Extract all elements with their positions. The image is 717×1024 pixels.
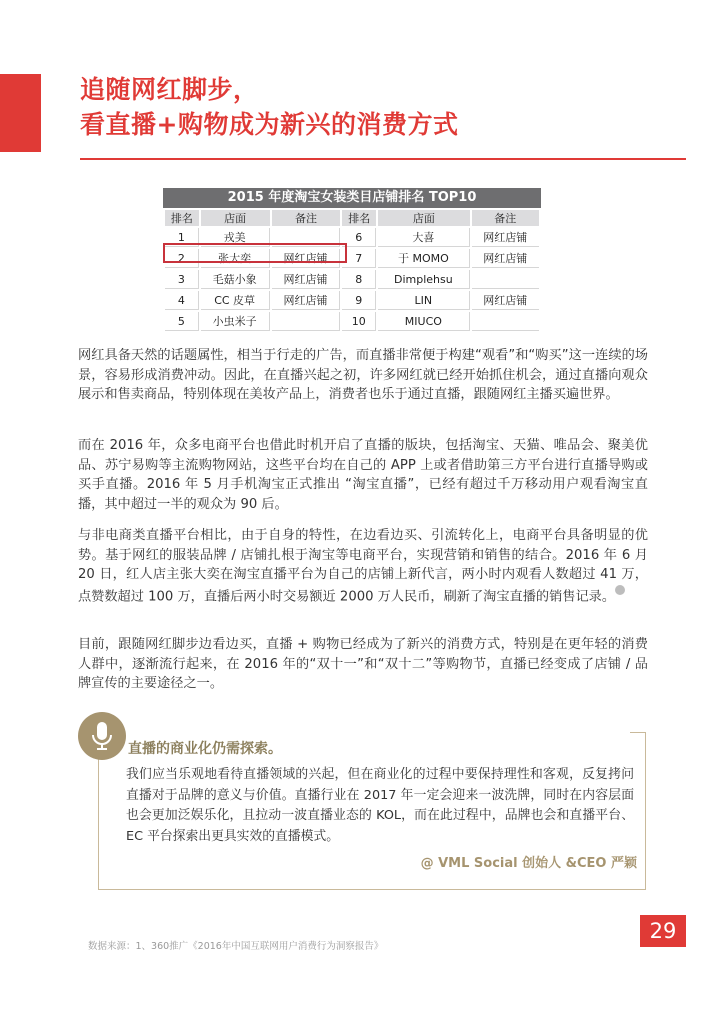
page-title — [80, 72, 458, 142]
note-cell — [272, 312, 341, 331]
store-cell: CC 皮草 — [201, 291, 270, 310]
rank-cell: 6 — [342, 228, 376, 247]
note-cell: 网红店铺 — [472, 291, 539, 310]
table-row — [165, 312, 539, 331]
table-row — [165, 270, 539, 289]
store-cell: LIN — [378, 291, 469, 310]
page-number: 29 — [640, 915, 686, 947]
col-rank: 排名 — [165, 210, 199, 226]
rank-cell: 10 — [342, 312, 376, 331]
title-line-1: 追随网红脚步， — [80, 75, 259, 104]
highlight-box — [163, 243, 347, 263]
note-cell: 网红店铺 — [272, 249, 341, 268]
rank-cell: 3 — [165, 270, 199, 289]
note-cell: 网红店铺 — [272, 270, 341, 289]
store-cell: 于 MOMO — [378, 249, 469, 268]
note-cell: 网红店铺 — [472, 228, 539, 247]
store-cell: 毛菇小象 — [201, 270, 270, 289]
note-cell — [472, 312, 539, 331]
microphone-icon — [78, 712, 126, 760]
rank-cell: 9 — [342, 291, 376, 310]
header-accent-bar — [0, 74, 41, 152]
table-title: 2015 年度淘宝女装类目店铺排名 TOP10 — [163, 188, 541, 208]
col-note: 备注 — [272, 210, 341, 226]
rank-cell: 1 — [165, 228, 199, 247]
rank-cell: 4 — [165, 291, 199, 310]
quote-attribution: @ VML Social 创始人 &CEO 严颖 — [420, 856, 637, 871]
store-cell: 大喜 — [378, 228, 469, 247]
table-header-row — [165, 210, 539, 226]
quote-heading: 直播的商业化仍需探索。 — [128, 741, 282, 757]
table-row — [165, 291, 539, 310]
paragraph-3 — [78, 526, 648, 606]
rank-cell: 2 — [165, 249, 199, 268]
paragraph-3-text: 与非电商类直播平台相比，由于自身的特性，在边看边买、引流转化上，电商平台具备明显的优势。基于网红的服装品牌 / 店铺扎根于淘宝等电商平台，实现营销和销售的结合。2016 年 6 月 20 日，红人店主张大奕在淘宝直播平台为自己的店铺上新代言，两小时内观看人数超过 41 万，点赞数超过 100 万，直播后两小时交易额近 2000 万人民币，刷新了淘宝直播的销售记录。 — [78, 528, 648, 604]
quote-body: 我们应当乐观地看待直播领域的兴起，但在商业化的过程中要保持理性和客观，反复拷问直播对于品牌的意义与价值。直播行业在 2017 年一定会迎来一波洗牌，同时在内容层面也会更加泛娱乐化，且拉动一波直播业态的 KOL，而在此过程中，品牌也会和直播平台、EC 平台探索出更具实效的直播模式。 — [126, 767, 634, 844]
col-store: 店面 — [378, 210, 469, 226]
col-rank: 排名 — [342, 210, 376, 226]
note-cell — [472, 270, 539, 289]
footnote: 数据来源：1、360推广《2016年中国互联网用户消费行为洞察报告》 — [88, 941, 384, 952]
ranking-grid — [163, 208, 541, 333]
paragraph-1: 网红具备天然的话题属性，相当于行走的广告，而直播非常便于构建“观看”和“购买”这一连续的场景，容易形成消费冲动。因此，在直播兴起之初，许多网红就已经开始抓住机会，通过直播向观众展示和售卖商品，特别体现在美妆产品上，消费者也乐于通过直播，跟随网红主播买遍世界。 — [78, 348, 648, 402]
store-cell: 小虫米子 — [201, 312, 270, 331]
store-cell: MIUCO — [378, 312, 469, 331]
store-cell: Dimplehsu — [378, 270, 469, 289]
col-store: 店面 — [201, 210, 270, 226]
rank-cell: 7 — [342, 249, 376, 268]
paragraph-4: 目前，跟随网红脚步边看边买，直播 + 购物已经成为了新兴的消费方式，特别是在更年轻的消费人群中，逐渐流行起来，在 2016 年的“双十一”和“双十二”等购物节，直播已经变成了店铺 / 品牌宣传的主要途径之一。 — [78, 637, 648, 691]
col-note: 备注 — [472, 210, 539, 226]
title-divider — [80, 158, 686, 160]
paragraph-2: 而在 2016 年，众多电商平台也借此时机开启了直播的版块，包括淘宝、天猫、唯品会、聚美优品、苏宁易购等主流购物网站，这些平台均在自己的 APP 上或者借助第三方平台进行直播导购或买手直播。2016 年 5 月手机淘宝正式推出 “淘宝直播”，已经有超过千万移动用户观看淘宝直播，其中超过一半的观众为 90 后。 — [78, 438, 648, 512]
note-cell: 网红店铺 — [472, 249, 539, 268]
note-cell: 网红店铺 — [272, 291, 341, 310]
title-line-2: 看直播+购物成为新兴的消费方式 — [80, 110, 459, 139]
store-cell: 戎美 — [201, 228, 270, 247]
rank-cell: 8 — [342, 270, 376, 289]
store-cell: 张大奕 — [201, 249, 270, 268]
rank-cell: 5 — [165, 312, 199, 331]
footnote-marker-icon — [615, 585, 625, 595]
